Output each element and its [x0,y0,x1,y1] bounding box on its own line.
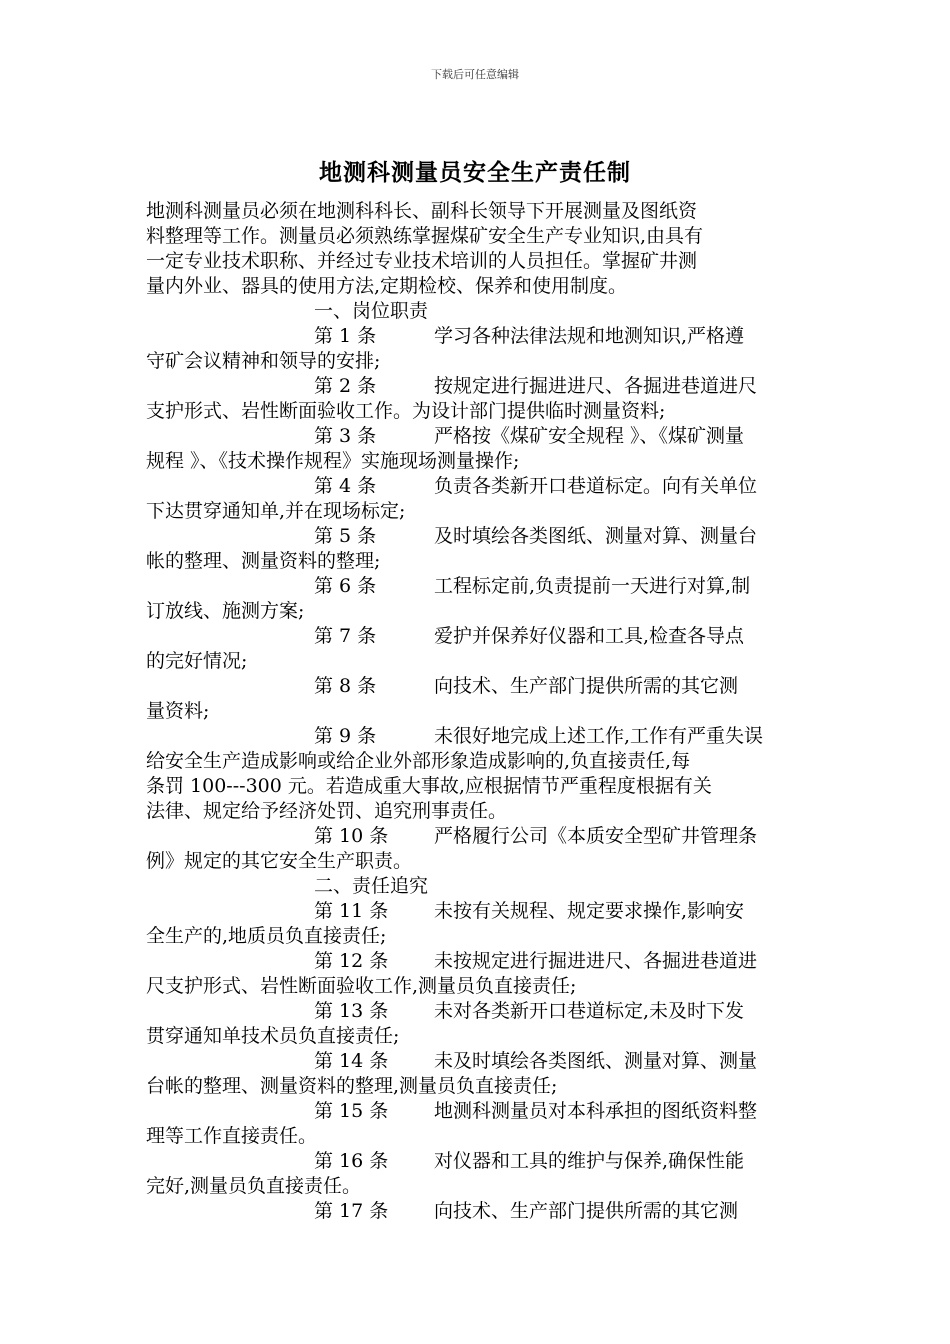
article-number: 第 5 条 [314,525,377,547]
article-line [146,474,810,499]
article-number: 第 3 条 [314,425,377,447]
article-continuation: 全生产的,地质员负直接责任; [146,925,387,947]
article-text: 向技术、生产部门提供所需的其它测 [434,675,739,697]
article-line [146,1149,810,1174]
article-line [146,1099,810,1124]
article-line [146,574,810,599]
article-continuation: 例》规定的其它安全生产职责。 [146,850,413,872]
article-continuation: 贯穿通知单技术员负直接责任; [146,1025,400,1047]
article-continuation: 订放线、施测方案; [146,600,305,622]
article-text: 严格履行公司《本质安全型矿井管理条 [434,825,758,847]
article-number: 第 4 条 [314,475,377,497]
article-number: 第 1 条 [314,325,377,347]
article-continuation: 下达贯穿通知单,并在现场标定; [146,500,406,522]
article-text: 未对各类新开口巷道标定,未及时下发 [434,1000,745,1022]
article-text: 按规定进行掘进进尺、各掘进巷道进尺 [434,375,758,397]
article-continuation: 尺支护形式、岩性断面验收工作,测量员负直接责任; [146,975,577,997]
article-line [146,674,810,699]
intro-line: 一定专业技术职称、并经过专业技术培训的人员担任。掌握矿井测 [146,250,698,272]
article-continuation: 条罚 100---300 元。若造成重大事故,应根据情节严重程度根据有关 [146,775,712,797]
article-text: 地测科测量员对本科承担的图纸资料整 [434,1100,758,1122]
article-text: 未按有关规程、规定要求操作,影响安 [434,900,745,922]
article-line [146,1049,810,1074]
article-continuation: 守矿会议精神和领导的安排; [146,350,381,372]
document-title: 地测科测量员安全生产责任制 [319,159,631,186]
article-number: 第 17 条 [314,1200,389,1222]
article-text: 对仪器和工具的维护与保养,确保性能 [434,1150,745,1172]
article-text: 爱护并保养好仪器和工具,检查各导点 [434,625,745,647]
article-line [146,949,810,974]
article-continuation: 的完好情况; [146,650,248,672]
article-line [146,1199,810,1224]
article-line [146,899,810,924]
article-text: 未按规定进行掘进进尺、各掘进巷道进 [434,950,758,972]
article-line [146,724,810,749]
article-line [146,324,810,349]
article-list-accountability [146,899,810,1224]
article-text: 工程标定前,负责提前一天进行对算,制 [434,575,751,597]
article-continuation: 完好,测量员负直接责任。 [146,1175,362,1197]
article-number: 第 14 条 [314,1050,389,1072]
article-continuation: 法律、规定给予经济处罚、追究刑事责任。 [146,800,508,822]
article-number: 第 11 条 [314,900,389,922]
article-continuation: 规程 》、《技术操作规程》实施现场测量操作; [146,450,520,472]
article-line [146,999,810,1024]
article-line [146,374,810,399]
article-continuation: 帐的整理、测量资料的整理; [146,550,381,572]
article-number: 第 16 条 [314,1150,389,1172]
article-line [146,424,810,449]
header-note: 下载后可任意编辑 [431,68,519,81]
article-text: 严格按《煤矿安全规程 》、《煤矿测量 [434,425,745,447]
article-number: 第 12 条 [314,950,389,972]
article-continuation: 理等工作直接责任。 [146,1125,318,1147]
document-body [146,199,810,1224]
article-text: 负责各类新开口巷道标定。向有关单位 [434,475,758,497]
intro-line: 量内外业、器具的使用方法,定期检校、保养和使用制度。 [146,275,628,297]
section-heading: 一、岗位职责 [314,300,429,322]
article-number: 第 8 条 [314,675,377,697]
article-number: 第 9 条 [314,725,377,747]
article-line [146,524,810,549]
article-line [146,624,810,649]
article-list-duties [146,324,810,874]
article-number: 第 10 条 [314,825,389,847]
section-heading: 二、责任追究 [314,875,429,897]
article-line [146,824,810,849]
article-number: 第 15 条 [314,1100,389,1122]
article-text: 未及时填绘各类图纸、测量对算、测量 [434,1050,758,1072]
article-text: 未很好地完成上述工作,工作有严重失误 [434,725,764,747]
article-continuation: 支护形式、岩性断面验收工作。为设计部门提供临时测量资料; [146,400,666,422]
article-number: 第 2 条 [314,375,377,397]
article-text: 学习各种法律法规和地测知识,严格遵 [434,325,745,347]
article-number: 第 7 条 [314,625,377,647]
article-number: 第 13 条 [314,1000,389,1022]
article-continuation: 台帐的整理、测量资料的整理,测量员负直接责任; [146,1075,558,1097]
intro-line: 地测科测量员必须在地测科科长、副科长领导下开展测量及图纸资 [146,200,698,222]
article-continuation: 给安全生产造成影响或给企业外部形象造成影响的,负直接责任,每 [146,750,691,772]
article-continuation: 量资料; [146,700,210,722]
article-text: 及时填绘各类图纸、测量对算、测量台 [434,525,758,547]
intro-line: 料整理等工作。测量员必须熟练掌握煤矿安全生产专业知识,由具有 [146,225,704,247]
article-text: 向技术、生产部门提供所需的其它测 [434,1200,739,1222]
article-number: 第 6 条 [314,575,377,597]
